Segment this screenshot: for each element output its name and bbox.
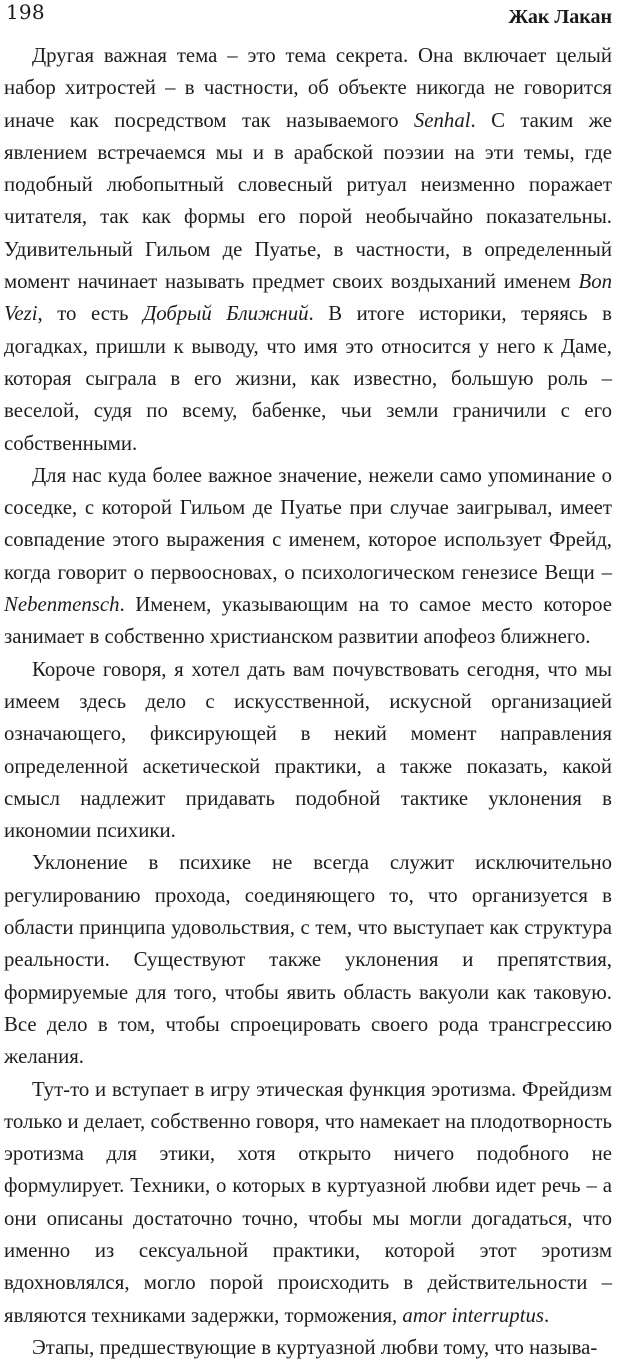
text-run: .	[543, 1303, 550, 1327]
paragraph-6	[4, 1332, 612, 1364]
text-run: . Именем, указывающим на то самое место которое занимает в собственно христианском развитии апофеоз ближнего.	[4, 593, 612, 649]
page-header	[6, 0, 612, 30]
italic-term: Senhal	[413, 108, 471, 132]
paragraph-1	[4, 40, 612, 460]
text-run: Этапы, предшествующие в куртуазной любви тому, что называ-	[32, 1335, 598, 1359]
italic-term: Bon Vezi	[4, 270, 612, 326]
paragraph-4	[4, 847, 612, 1073]
paragraph-2	[4, 460, 612, 654]
text-run: , то есть	[37, 302, 144, 326]
text-run: Уклонение в психике не всегда служит исключительно регулированию прохода, соединяющего то, что организуется в области принципа удовольствия, с тем, что выступает как структура реальности. Существуют также уклонения и препятствия, формируемые для того, чтобы явить область вакуоли как таковую. Все дело в том, чтобы спроецировать своего рода трансгрессию желания.	[4, 851, 612, 1069]
text-run: . С таким же явлением встречаемся мы и в арабской поэзии на эти темы, где подобный любопытный словесный ритуал неизменно поражает читателя, так как формы его порой необычайно показательны. Удивительный Гильом де Пуатье, в частности, в определенный момент начинает называть предмет своих воздыханий именем	[4, 108, 612, 294]
text-run: Другая важная тема – это тема секрета. Она включает целый набор хитростей – в частности, об объекте никогда не говорится иначе как посредством так называемого	[4, 44, 612, 132]
running-head-author: Жак Лакан	[508, 6, 612, 28]
italic-term: Добрый Ближний	[143, 302, 309, 326]
body-text	[4, 40, 612, 1364]
paragraph-3	[4, 654, 612, 848]
italic-term: amor interruptus	[402, 1303, 544, 1327]
page-number: 198	[6, 0, 45, 24]
text-run: Короче говоря, я хотел дать вам почувствовать сегодня, что мы имеем здесь дело с искусственной, искусной организацией означающего, фиксирующей в некий момент направления определенной аскетической практики, а также показать, какой смысл надлежит придавать подобной тактике уклонения в икономии психики.	[4, 657, 612, 843]
text-run: Для нас куда более важное значение, нежели само упоминание о соседке, с которой Гильом де Пуатье при случае заигрывал, имеет совпадение этого выражения с именем, которое использует Фрейд, когда говорит о первоосновах, о психологическом генезисе Вещи –	[4, 463, 612, 584]
paragraph-5	[4, 1074, 612, 1332]
text-run: . В итоге историки, теряясь в догадках, пришли к выводу, что имя это относится у него к Даме, которая сыграла в его жизни, как известно, большую роль – веселой, судя по всему, бабенке, чьи земли граничили с его собственными.	[4, 302, 612, 455]
italic-term: Nebenmensch	[4, 593, 120, 617]
text-run: Тут-то и вступает в игру этическая функция эротизма. Фрейдизм только и делает, собственно говоря, что намекает на плодотворность эротизма для этики, хотя открыто ничего подобного не формулирует. Техники, о которых в куртуазной любви идет речь – а они описаны достаточно точно, чтобы мы могли догадаться, что именно из сексуальной практики, которой этот эротизм вдохновлялся, могло порой происходить в действительности – являются техниками задержки, торможения,	[4, 1077, 612, 1327]
